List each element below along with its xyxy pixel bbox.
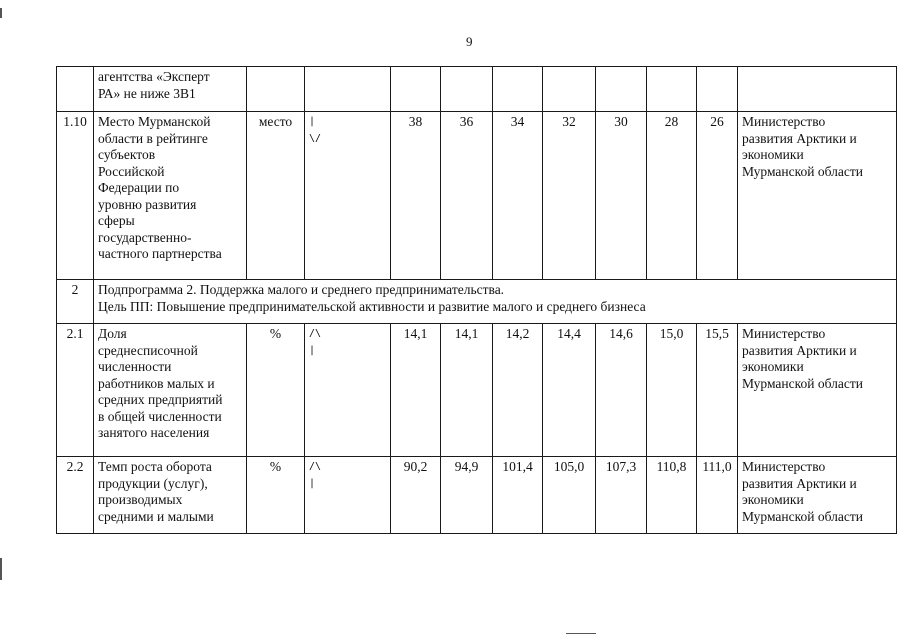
value-cell: 94,9 — [441, 457, 493, 534]
indicator-line: средних предприятий — [98, 392, 223, 407]
left-edge-mark — [0, 558, 2, 580]
table-row — [57, 324, 897, 457]
value-cell: 14,2 — [493, 324, 543, 457]
value-cell — [647, 67, 697, 112]
value-cell: 14,4 — [543, 324, 596, 457]
value-cell: 14,1 — [441, 324, 493, 457]
unit-cell: % — [247, 457, 305, 534]
indicator-line: занятого населения — [98, 425, 210, 440]
unit-cell — [247, 67, 305, 112]
indicator-line: средними и малыми — [98, 508, 214, 524]
value-cell: 38 — [391, 112, 441, 280]
table-row — [57, 457, 897, 534]
trend-glyph: | — [309, 477, 316, 489]
indicator-line: РА» не ниже 3В1 — [98, 85, 196, 101]
unit-cell: % — [247, 324, 305, 457]
value-cell — [697, 67, 738, 112]
value-cell: 28 — [647, 112, 697, 280]
section-heading-line: Цель ПП: Повышение предпринимательской активности и развитие малого и среднего бизнеса — [98, 298, 646, 314]
table-row — [57, 67, 897, 112]
indicator-line: Темп роста оборота — [98, 459, 212, 474]
value-cell: 26 — [697, 112, 738, 280]
value-cell: 36 — [441, 112, 493, 280]
row-number — [57, 67, 94, 112]
trend-glyph: | — [309, 116, 316, 127]
trend-mark — [305, 67, 391, 112]
trend-glyph: \/ — [309, 132, 322, 144]
indicator-line: государственно- — [98, 229, 192, 245]
indicator-line: области в рейтинге — [98, 130, 208, 146]
indicator-line: Российской — [98, 163, 165, 179]
left-edge-mark — [0, 8, 2, 18]
indicator-line: сферы — [98, 213, 135, 228]
trend-glyph: /\ — [309, 328, 322, 339]
responsible-line: Министерство — [742, 326, 826, 341]
value-cell — [543, 67, 596, 112]
value-cell: 90,2 — [391, 457, 441, 534]
responsible-line: экономики — [742, 492, 804, 507]
trend-mark — [305, 324, 391, 457]
responsible-line: Мурманской области — [742, 508, 863, 524]
indicator-name — [94, 457, 247, 534]
value-cell — [493, 67, 543, 112]
value-cell: 110,8 — [647, 457, 697, 534]
indicator-line: Федерации по — [98, 180, 180, 195]
indicator-line: численности — [98, 359, 172, 374]
value-cell: 15,5 — [697, 324, 738, 457]
indicator-line: производимых — [98, 492, 183, 507]
unit-cell: место — [247, 112, 305, 280]
trend-mark — [305, 112, 391, 280]
row-number: 1.10 — [57, 112, 94, 280]
value-cell: 30 — [596, 112, 647, 280]
row-number: 2 — [57, 280, 94, 324]
indicator-name — [94, 112, 247, 280]
value-cell: 34 — [493, 112, 543, 280]
trend-glyph: | — [309, 344, 316, 356]
indicator-line: работников малых и — [98, 375, 215, 391]
indicators-table — [56, 66, 897, 534]
page-number: 9 — [466, 34, 473, 49]
responsible-line: Министерство — [742, 114, 826, 129]
value-cell: 111,0 — [697, 457, 738, 534]
indicator-line: частного партнерства — [98, 246, 222, 261]
value-cell: 15,0 — [647, 324, 697, 457]
indicator-line: Место Мурманской — [98, 114, 211, 129]
responsible-line: развития Арктики и — [742, 475, 857, 491]
indicator-line: в общей численности — [98, 408, 222, 424]
table-row — [57, 280, 897, 324]
value-cell: 14,1 — [391, 324, 441, 457]
responsible-line: развития Арктики и — [742, 342, 857, 358]
responsible-line: экономики — [742, 359, 804, 374]
responsible-line: Министерство — [742, 459, 826, 474]
value-cell: 105,0 — [543, 457, 596, 534]
row-number: 2.1 — [57, 324, 94, 457]
responsible-line: развития Арктики и — [742, 130, 857, 146]
row-number: 2.2 — [57, 457, 94, 534]
section-heading-line: Подпрограмма 2. Поддержка малого и среднего предпринимательства. — [98, 282, 505, 297]
trend-glyph: /\ — [309, 461, 322, 472]
responsible-line: Мурманской области — [742, 375, 863, 391]
trend-mark — [305, 457, 391, 534]
value-cell: 101,4 — [493, 457, 543, 534]
indicator-line: агентства «Эксперт — [98, 69, 210, 84]
indicator-line: среднесписочной — [98, 342, 198, 358]
value-cell — [441, 67, 493, 112]
indicator-line: уровню развития — [98, 196, 197, 212]
value-cell — [596, 67, 647, 112]
responsible-line: Мурманской области — [742, 163, 863, 179]
indicator-name — [94, 67, 247, 112]
responsible-executor — [738, 324, 897, 457]
responsible-executor — [738, 112, 897, 280]
indicator-name — [94, 324, 247, 457]
value-cell: 107,3 — [596, 457, 647, 534]
value-cell: 32 — [543, 112, 596, 280]
indicator-line: продукции (услуг), — [98, 475, 208, 491]
responsible-executor — [738, 67, 897, 112]
table-row — [57, 112, 897, 280]
section-heading — [94, 280, 897, 324]
value-cell: 14,6 — [596, 324, 647, 457]
responsible-executor — [738, 457, 897, 534]
footer-mark — [566, 633, 596, 634]
indicator-line: субъектов — [98, 147, 156, 162]
value-cell — [391, 67, 441, 112]
responsible-line: экономики — [742, 147, 804, 162]
indicator-line: Доля — [98, 326, 127, 341]
